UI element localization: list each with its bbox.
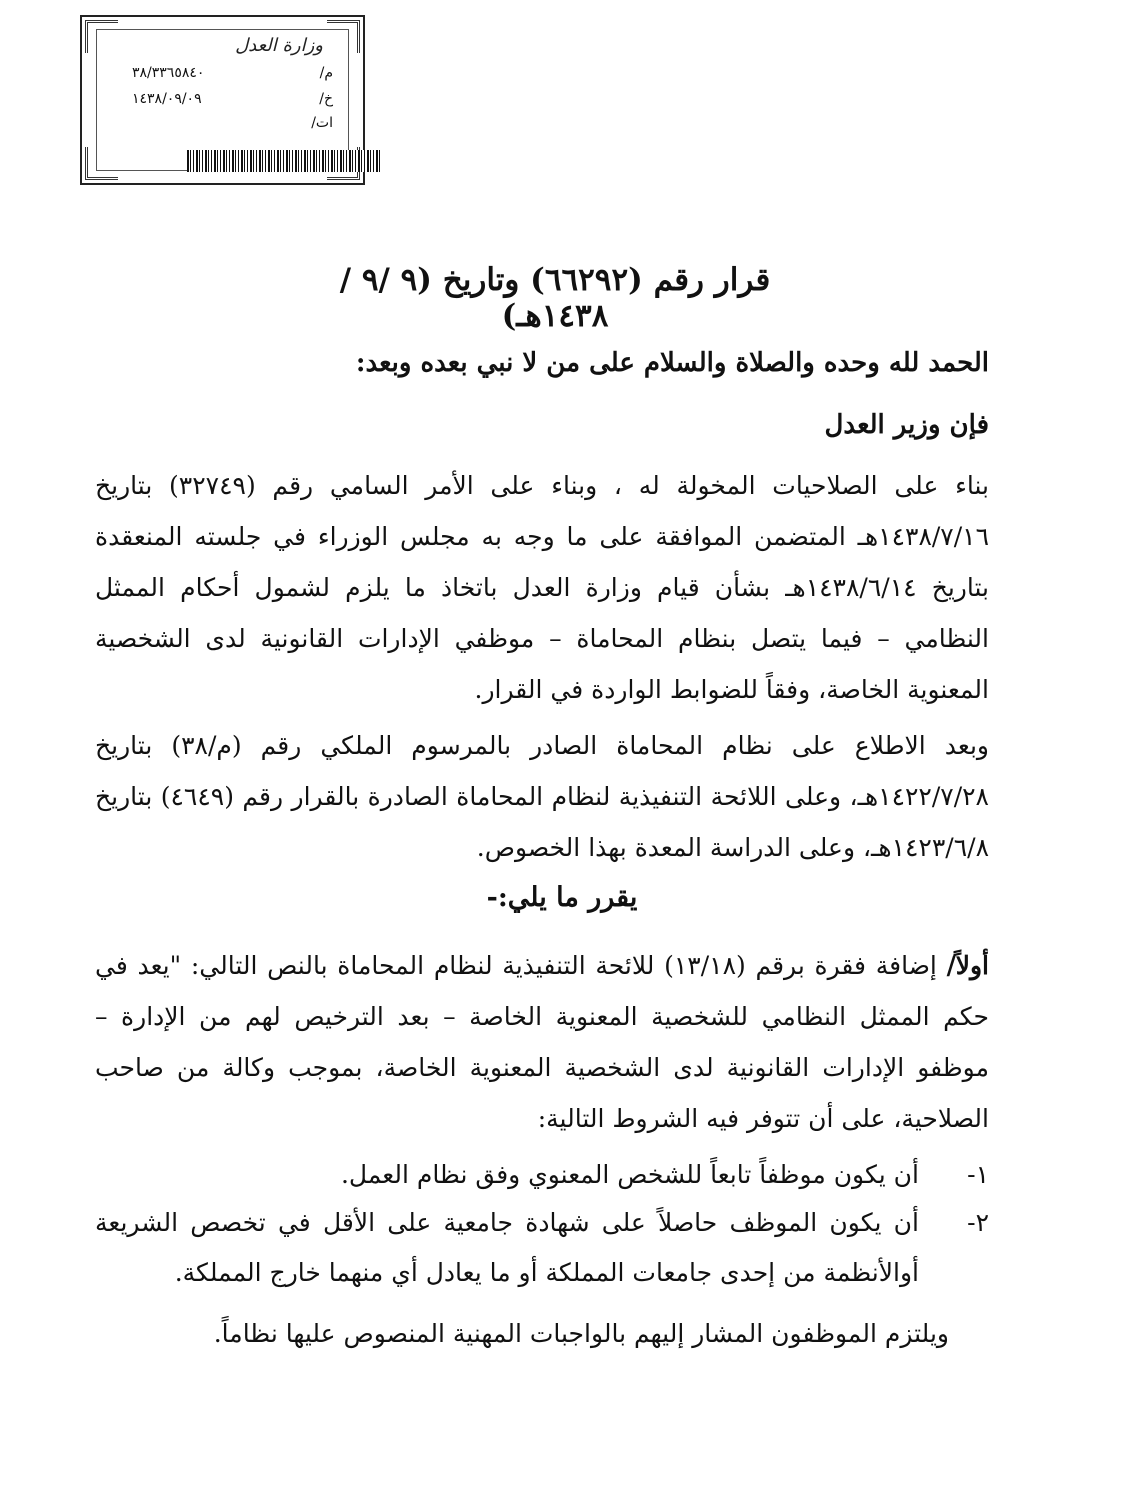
incoming-stamp [80, 15, 365, 185]
stamp-attachments-value [112, 115, 293, 135]
stamp-date-value: ١٤٣٨/٠٩/٠٩ [132, 91, 202, 107]
resolves-heading: يقرر ما يلي:- [486, 882, 638, 913]
condition-text: أن يكون موظفاً تابعاً للشخص المعنوي وفق نظام العمل. [340, 1160, 919, 1189]
stamp-attachments-label: ات/ [311, 115, 333, 131]
condition-item [95, 1198, 989, 1298]
condition-number: ٢- [967, 1208, 989, 1237]
stamp-date-label: خ/ [319, 91, 333, 107]
paragraph-references: وبعد الاطلاع على نظام المحاماة الصادر بالمرسوم الملكي رقم (م/٣٨) بتاريخ ١٤٢٢/٧/٢٨هـ، وعلى اللائحة التنفيذية لنظام المحاماة الصادرة بالقرار رقم (٤٦٤٩) بتاريخ ١٤٢٣/٦/٨هـ، وعلى الدراسة المعدة بهذا الخصوص. [95, 731, 989, 862]
first-article [95, 940, 989, 1144]
condition-number: ١- [967, 1160, 989, 1189]
ornament-corner [85, 147, 118, 180]
preamble: الحمد لله وحده والصلاة والسلام على من لا نبي بعده وبعد: [355, 348, 989, 378]
first-article-label: أولاً/ [946, 951, 989, 980]
ornament-corner [85, 20, 118, 53]
stamp-number-value: ٣٨/٣٣٦٥٨٤٠ [132, 65, 205, 81]
stamp-number-row [112, 65, 333, 85]
stamp-attachments-row [112, 115, 333, 135]
minister-line: فإن وزير العدل [824, 410, 989, 440]
stamp-number-label: م/ [319, 65, 333, 81]
stamp-date-row [112, 91, 333, 111]
condition-item [95, 1150, 989, 1200]
condition-text: أن يكون الموظف حاصلاً على شهادة جامعية على الأقل في تخصص الشريعة أوالأنظمة من إحدى جامعات المملكة أو ما يعادل أي منهما خارج المملكة. [95, 1208, 919, 1287]
stamp-org-name: وزارة العدل [235, 35, 323, 56]
closing-paragraph: ويلتزم الموظفون المشار إليهم بالواجبات المهنية المنصوص عليها نظاماً. [213, 1319, 949, 1348]
ornament-corner [327, 20, 360, 53]
barcode [187, 150, 382, 172]
decision-title: قرار رقم (٦٦٢٩٢) وتاريخ (٩ /٩ /١٤٣٨هـ) [339, 262, 771, 334]
first-article-text: إضافة فقرة برقم (١٣/١٨) للائحة التنفيذية لنظام المحاماة بالنص التالي: "يعد في حكم الممثل النظامي للشخصية المعنوية الخاصة – بعد الترخيص لهم من الإدارة –موظفو الإدارات القانونية لدى الشخصية المعنوية الخاصة، بموجب وكالة من صاحب الصلاحية، على أن تتوفر فيه الشروط التالية: [95, 951, 989, 1133]
paragraph-authority: بناء على الصلاحيات المخولة له ، وبناء على الأمر السامي رقم (٣٢٧٤٩) بتاريخ ١٤٣٨/٧/١٦هـ المتضمن الموافقة على ما وجه به مجلس الوزراء في جلسته المنعقدة بتاريخ ١٤٣٨/٦/١٤هـ بشأن قيام وزارة العدل باتخاذ ما يلزم لشمول أحكام الممثل النظامي – فيما يتصل بنظام المحاماة – موظفي الإدارات القانونية لدى الشخصية المعنوية الخاصة، وفقاً للضوابط الواردة في القرار. [95, 471, 989, 704]
